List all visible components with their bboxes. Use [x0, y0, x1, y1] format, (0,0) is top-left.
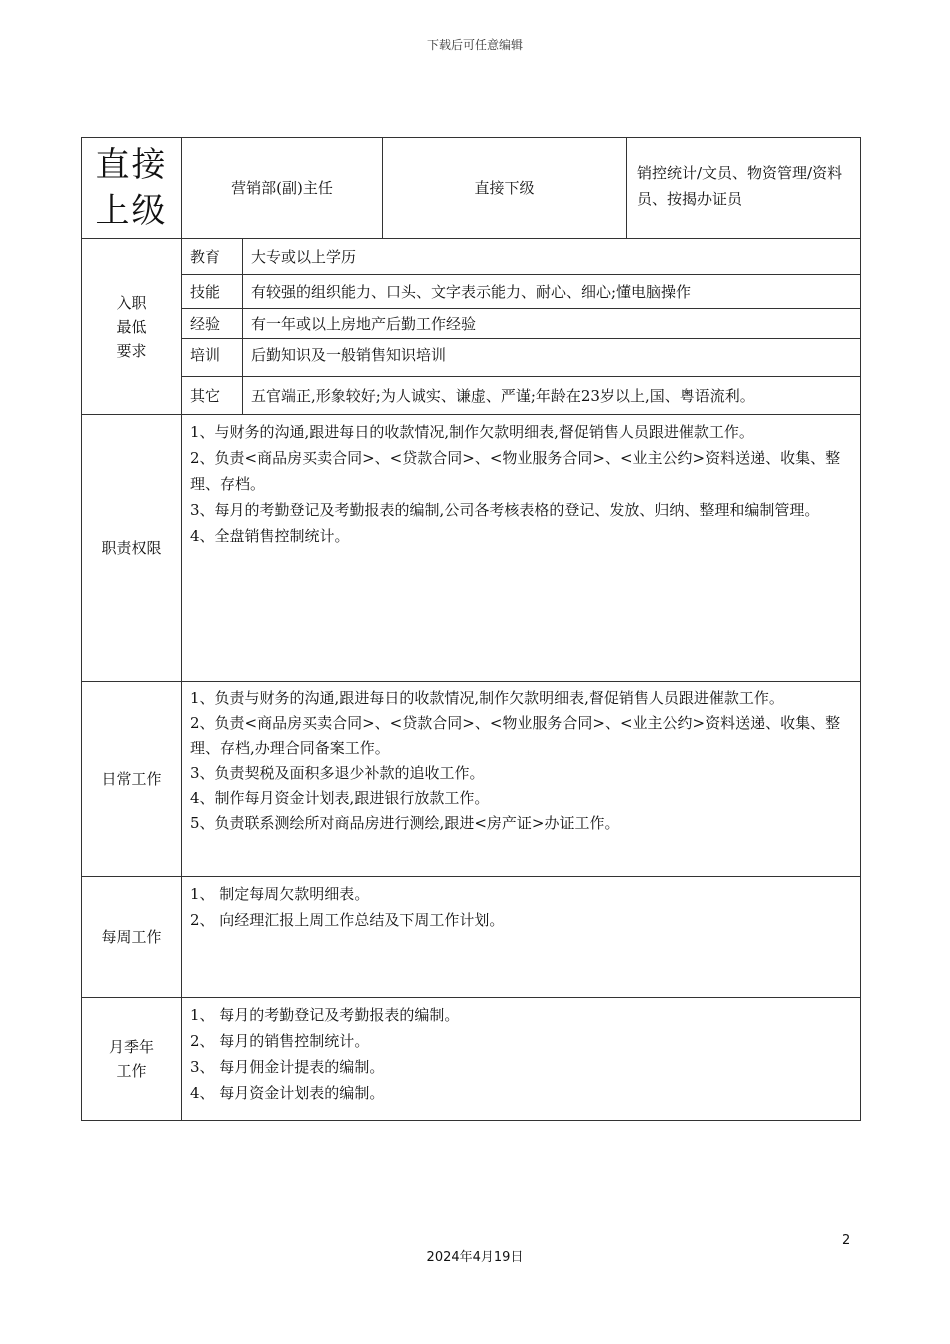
requirement-value: 有一年或以上房地产后勤工作经验 [251, 314, 477, 333]
monthly-label: 月季年工作 [108, 1038, 154, 1080]
requirements-label-cell [81, 238, 182, 415]
list-item: 3、每月的考勤登记及考勤报表的编制,公司各考核表格的登记、发放、归纳、整理和编制管理。 [190, 501, 820, 519]
list-item: 5、负责联系测绘所对商品房进行测绘,跟进<房产证>办证工作。 [190, 814, 620, 832]
list-item: 4、制作每月资金计划表,跟进银行放款工作。 [190, 789, 490, 807]
requirement-key: 经验 [190, 314, 221, 333]
footer-date: 2024年4月19日 [426, 1250, 524, 1265]
list-item: 4、全盘销售控制统计。 [190, 527, 350, 545]
direct-superior-label-cell [81, 137, 182, 239]
list-item: 1、 每月的考勤登记及考勤报表的编制。 [190, 1006, 460, 1024]
weekly-label-cell [81, 876, 182, 998]
responsibilities-label-cell [81, 414, 182, 682]
requirement-value-cell [242, 338, 861, 377]
requirement-key-cell [181, 376, 243, 415]
requirement-key-cell [181, 274, 243, 309]
requirement-value-cell [242, 238, 861, 275]
page-number: 2 [842, 1233, 851, 1248]
direct-superior-label: 直接上级 [95, 145, 168, 231]
weekly-content [181, 876, 861, 998]
direct-superior-value-cell [181, 137, 383, 239]
responsibilities-label: 职责权限 [101, 539, 162, 557]
list-item: 4、 每月资金计划表的编制。 [190, 1084, 385, 1102]
list-item: 3、负责契税及面积多退少补款的追收工作。 [190, 764, 485, 782]
requirement-value: 有较强的组织能力、口头、文字表示能力、耐心、细心;懂电脑操作 [251, 282, 692, 301]
direct-subordinate-value-cell [626, 137, 861, 239]
requirement-key-cell [181, 338, 243, 377]
weekly-label: 每周工作 [101, 928, 162, 946]
direct-subordinate-value: 销控统计/文员、物资管理/资料员、按揭办证员 [637, 164, 843, 208]
monthly-content [181, 997, 861, 1121]
requirement-value: 大专或以上学历 [251, 247, 357, 266]
daily-label-cell [81, 681, 182, 877]
job-description-table [82, 138, 862, 1122]
requirement-value: 五官端正,形象较好;为人诚实、谦虚、严谨;年龄在23岁以上,国、粤语流利。 [251, 386, 755, 405]
list-item: 2、 向经理汇报上周工作总结及下周工作计划。 [190, 911, 505, 929]
requirement-key: 培训 [190, 346, 221, 364]
requirement-value-cell [242, 274, 861, 309]
direct-superior-value: 营销部(副)主任 [231, 179, 333, 197]
requirement-key: 其它 [190, 386, 221, 405]
daily-content [181, 681, 861, 877]
list-item: 1、与财务的沟通,跟进每日的收款情况,制作欠款明细表,督促销售人员跟进催款工作。 [190, 423, 754, 441]
list-item: 2、 每月的销售控制统计。 [190, 1032, 370, 1050]
list-item: 1、 制定每周欠款明细表。 [190, 885, 370, 903]
direct-subordinate-label: 直接下级 [474, 179, 535, 197]
requirement-key: 教育 [190, 247, 221, 266]
list-item: 2、负责<商品房买卖合同>、<贷款合同>、<物业服务合同>、<业主公约>资料送递、收集、整理、存档,办理合同备案工作。 [190, 714, 841, 757]
requirements-label: 入职最低要求 [116, 293, 147, 360]
requirement-value-cell [242, 308, 861, 339]
requirement-key-cell [181, 308, 243, 339]
responsibilities-content [181, 414, 861, 682]
direct-subordinate-label-cell [382, 137, 627, 239]
daily-label: 日常工作 [101, 770, 162, 788]
list-item: 2、负责<商品房买卖合同>、<贷款合同>、<物业服务合同>、<业主公约>资料送递、收集、整理、存档。 [190, 449, 841, 493]
requirement-value: 后勤知识及一般销售知识培训 [251, 346, 447, 364]
requirement-key: 技能 [190, 282, 221, 301]
list-item: 1、负责与财务的沟通,跟进每日的收款情况,制作欠款明细表,督促销售人员跟进催款工作。 [190, 689, 784, 707]
list-item: 3、 每月佣金计提表的编制。 [190, 1058, 385, 1076]
header-note: 下载后可任意编辑 [426, 38, 523, 52]
requirement-value-cell [242, 376, 861, 415]
monthly-label-cell [81, 997, 182, 1121]
requirement-key-cell [181, 238, 243, 275]
